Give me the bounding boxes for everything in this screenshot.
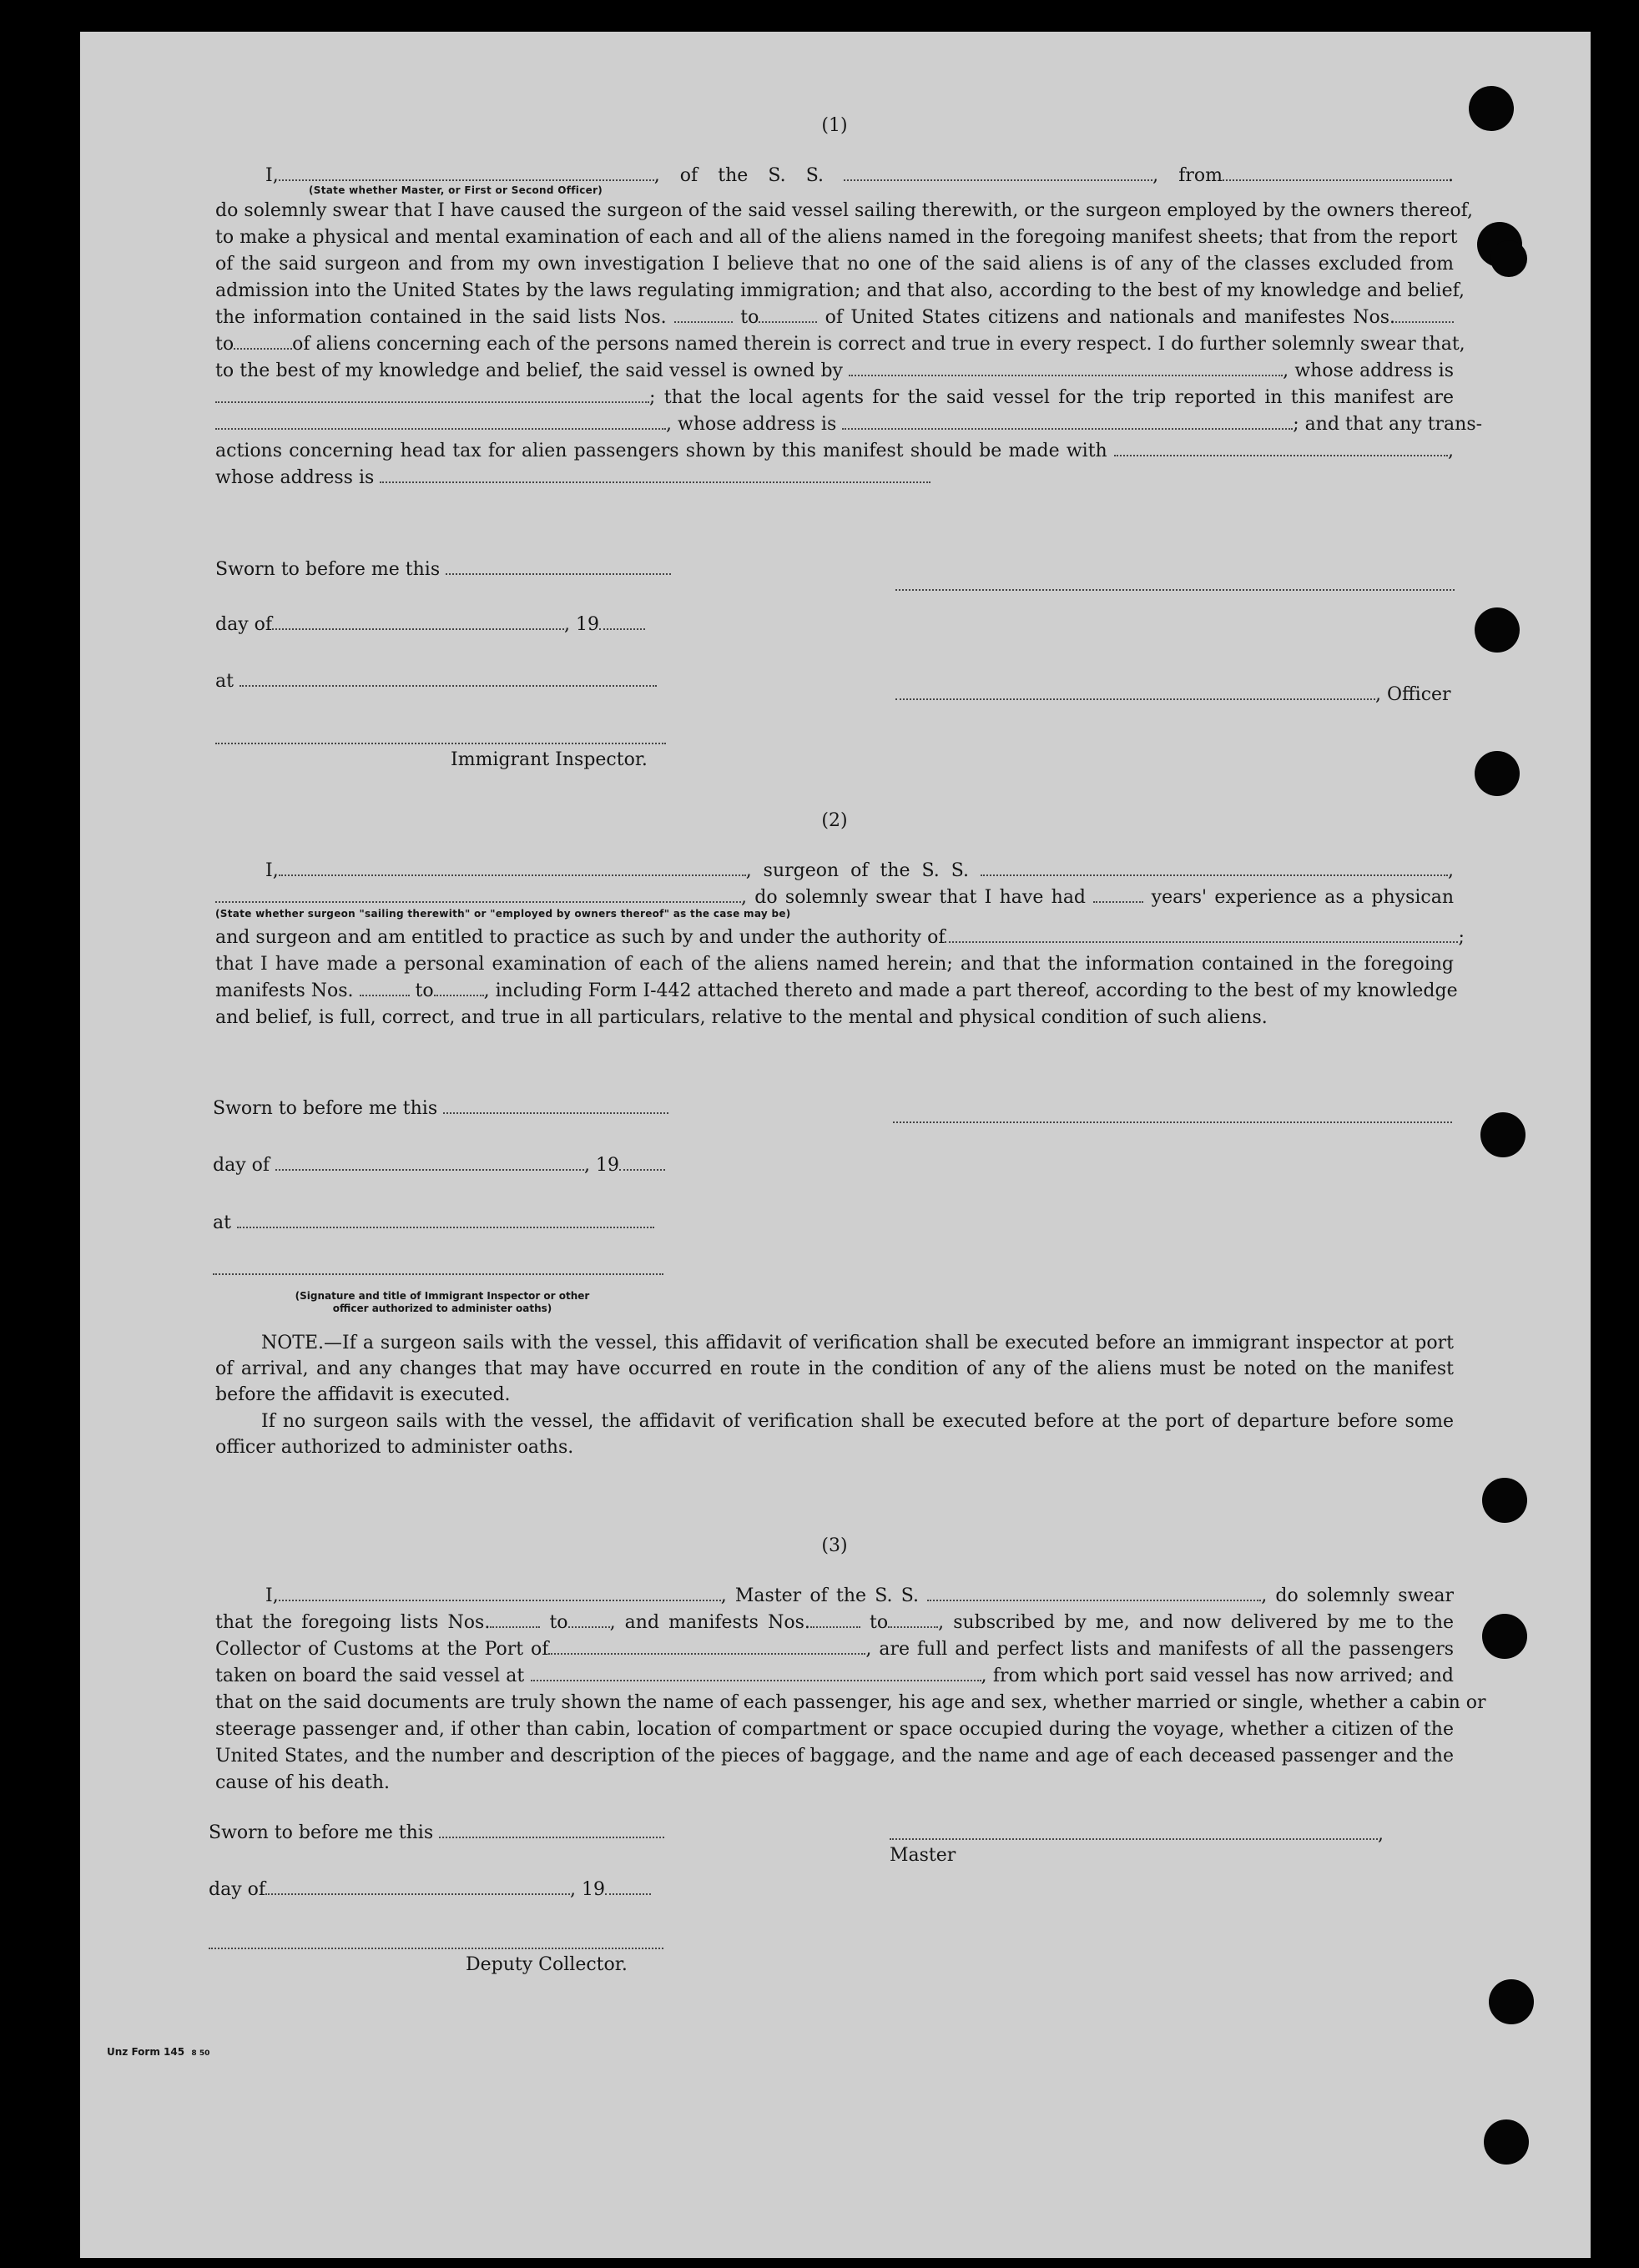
list-no-to-field[interactable] [759, 310, 817, 323]
year-field[interactable] [599, 617, 645, 630]
text-line: that I have made a personal examination of each of the aliens named herein; and that the information contained in the foregoing [215, 954, 1454, 975]
text-line: admission into the United States by the laws regulating immigration; and that also, according to the best of my knowledge and belief, [215, 280, 1465, 301]
list-no-from-field[interactable] [490, 1615, 540, 1628]
oath-line: I, , surgeon of the S. S. , [265, 860, 1454, 881]
oath-line: I, , of the S. S. , from . [265, 165, 1454, 186]
signature-line[interactable] [895, 589, 1455, 591]
form-sheet [80, 32, 1591, 2258]
binder-hole [1482, 1478, 1527, 1523]
manifests-line: manifests Nos. to , including Form I-442 attached thereto and made a part thereof, according to the best of my knowledge [215, 980, 1458, 1001]
text-line: of the said surgeon and from my own investigation I believe that no one of the said aliens is of any of the classes excluded from [215, 254, 1454, 275]
text-line: steerage passenger and, if other than cabin, location of compartment or space occupied during the voyage, whether a citizen of the [215, 1719, 1454, 1740]
year-field[interactable] [605, 1882, 651, 1895]
sworn-label: Sworn to before me this [215, 559, 671, 580]
surgeon-name-field[interactable] [279, 863, 746, 876]
note-surgeon: NOTE.—If a surgeon sails with the vessel, this affidavit of verification shall be executed before an immigrant inspector at port of arrival, and any changes that may have occurred en route in the condition of any of the aliens must be noted on the manifest before the affidavit is executed. [215, 1333, 1454, 1405]
note-no-surgeon: If no surgeon sails with the vessel, the affidavit of verification shall be executed before at the port of departure before some officer authorized to administer oaths. [215, 1411, 1454, 1458]
officer-hint: (State whether Master, or First or Second Officer) [309, 184, 603, 196]
head-tax-line: actions concerning head tax for alien passengers shown by this manifest should be made with , [215, 441, 1454, 461]
lists-line: that the foregoing lists Nos. to , and manifests Nos. to , subscribed by me, and now delivered by me to the [215, 1612, 1455, 1633]
deputy-signature-line[interactable] [209, 1948, 663, 1949]
owner-field[interactable] [849, 363, 1283, 376]
binder-hole [1475, 607, 1520, 653]
master-signature-field[interactable] [890, 1827, 1378, 1840]
departure-port-field[interactable] [531, 1668, 981, 1681]
officer-signature: , Officer [895, 684, 1455, 705]
binder-hole [1469, 86, 1514, 131]
at-place-field[interactable] [240, 673, 657, 687]
binder-hole [1480, 1112, 1526, 1157]
signature-hint: (Signature and title of Immigrant Inspector or other officer authorized to administer oaths) [295, 1290, 590, 1314]
signature-line[interactable] [893, 1121, 1452, 1123]
deputy-label: Deputy Collector. [466, 1954, 628, 1975]
aliens-line: to of aliens concerning each of the persons named therein is correct and true in every respect. I do further solemnly swear that, [215, 334, 1465, 355]
section-2-text [215, 858, 1465, 1031]
text-line: that on the said documents are truly shown the name of each passenger, his age and sex, whether married or single, whether a cabin or [215, 1692, 1486, 1713]
list-no-to-field[interactable] [568, 1615, 610, 1628]
section-number: (3) [821, 1535, 848, 1556]
at-label: at [215, 671, 657, 692]
master-name-field[interactable] [279, 1588, 721, 1601]
section-3-text [215, 1583, 1486, 1797]
inspector-signature-line[interactable] [213, 1273, 663, 1275]
vessel-name-field[interactable] [981, 863, 1448, 876]
inspector-label: Immigrant Inspector. [451, 749, 648, 770]
manifest-no-field[interactable] [1395, 310, 1454, 323]
authority-field[interactable] [945, 930, 1458, 943]
taken-line: taken on board the said vessel at , from which port said vessel has now arrived; and [215, 1666, 1455, 1686]
address-line: whose address is [215, 465, 1454, 491]
binder-hole [1484, 2119, 1529, 2165]
experience-line: , do solemnly swear that I have had years' experience as a physican [215, 885, 1454, 911]
manifest-no-to-field[interactable] [234, 336, 292, 350]
sworn-date-field[interactable] [439, 1825, 664, 1838]
vessel-name-field[interactable] [844, 168, 1152, 181]
lists-line: the information contained in the said lists Nos. to of United States citizens and nationals and manifestes Nos. [215, 305, 1454, 331]
list-no-from-field[interactable] [674, 310, 733, 323]
text-line: do solemnly swear that I have caused the surgeon of the said vessel sailing therewith, or the surgeon employed by the owners thereof, [215, 200, 1474, 221]
officer-name-field[interactable] [279, 168, 654, 181]
sworn-date-field[interactable] [446, 562, 671, 575]
sworn-label: Sworn to before me this [213, 1098, 668, 1119]
section-1-text [215, 163, 1483, 491]
at-label: at [213, 1212, 654, 1233]
day-of-label: day of , 19 [215, 614, 645, 635]
manifest-no-to-field[interactable] [888, 1615, 938, 1628]
binder-hole [1489, 1979, 1534, 2024]
binder-hole [1490, 240, 1527, 277]
sworn-date-field[interactable] [443, 1101, 668, 1114]
owner-address-field[interactable] [215, 390, 649, 403]
binder-hole [1482, 1614, 1527, 1659]
manifest-no-from-field[interactable] [810, 1615, 860, 1628]
master-signature: , Master [890, 1824, 1384, 1866]
at-place-field[interactable] [237, 1215, 654, 1228]
officer-signature-field[interactable] [895, 687, 1375, 700]
manifest-no-from-field[interactable] [360, 983, 410, 996]
agents-address-line: , whose address is ; and that any trans- [215, 411, 1454, 438]
binder-hole [1475, 751, 1520, 796]
years-field[interactable] [1093, 890, 1143, 903]
collector-line: Collector of Customs at the Port of , are full and perfect lists and manifests of all the passengers [215, 1639, 1454, 1660]
oath-line: I, , Master of the S. S. , do solemnly swear [265, 1585, 1454, 1606]
head-tax-address-field[interactable] [380, 470, 930, 483]
year-field[interactable] [619, 1157, 665, 1171]
vessel-name-field[interactable] [927, 1588, 1261, 1601]
authority-line: and surgeon and am entitled to practice as such by and under the authority of ; [215, 927, 1465, 948]
day-of-field[interactable] [272, 617, 564, 630]
section-number: (2) [821, 810, 848, 831]
agents-field[interactable] [215, 416, 666, 430]
day-of-field[interactable] [265, 1882, 570, 1895]
from-port-field[interactable] [1223, 168, 1448, 181]
manifest-no-to-field[interactable] [434, 983, 484, 996]
text-line: United States, and the number and description of the pieces of baggage, and the name and age of each deceased passenger and the [215, 1746, 1454, 1767]
surgeon-hint: (State whether surgeon "sailing therewith" or "employed by owners thereof" as the case may be) [215, 908, 791, 920]
day-of-label: day of , 19 [213, 1155, 665, 1176]
agents-address-field[interactable] [842, 416, 1293, 430]
surgeon-status-field[interactable] [215, 890, 741, 903]
port-field[interactable] [548, 1641, 865, 1655]
text-line: to make a physical and mental examination of each and all of the aliens named in the foregoing manifest sheets; that from the report [215, 227, 1458, 248]
form-number: Unz Form 145 8 50 [107, 2046, 210, 2058]
section-number: (1) [821, 115, 848, 136]
text-line: cause of his death. [215, 1772, 390, 1793]
sworn-label: Sworn to before me this [209, 1822, 664, 1843]
day-of-label: day of , 19 [209, 1879, 651, 1900]
head-tax-contact-field[interactable] [1114, 443, 1448, 456]
text-line: and belief, is full, correct, and true in all particulars, relative to the mental and physical condition of such aliens. [215, 1007, 1268, 1028]
inspector-signature-line[interactable] [215, 743, 666, 744]
agents-line: ; that the local agents for the said vessel for the trip reported in this manifest are [215, 385, 1454, 411]
day-of-field[interactable] [275, 1157, 584, 1171]
owner-line: to the best of my knowledge and belief, the said vessel is owned by , whose address is [215, 360, 1454, 381]
